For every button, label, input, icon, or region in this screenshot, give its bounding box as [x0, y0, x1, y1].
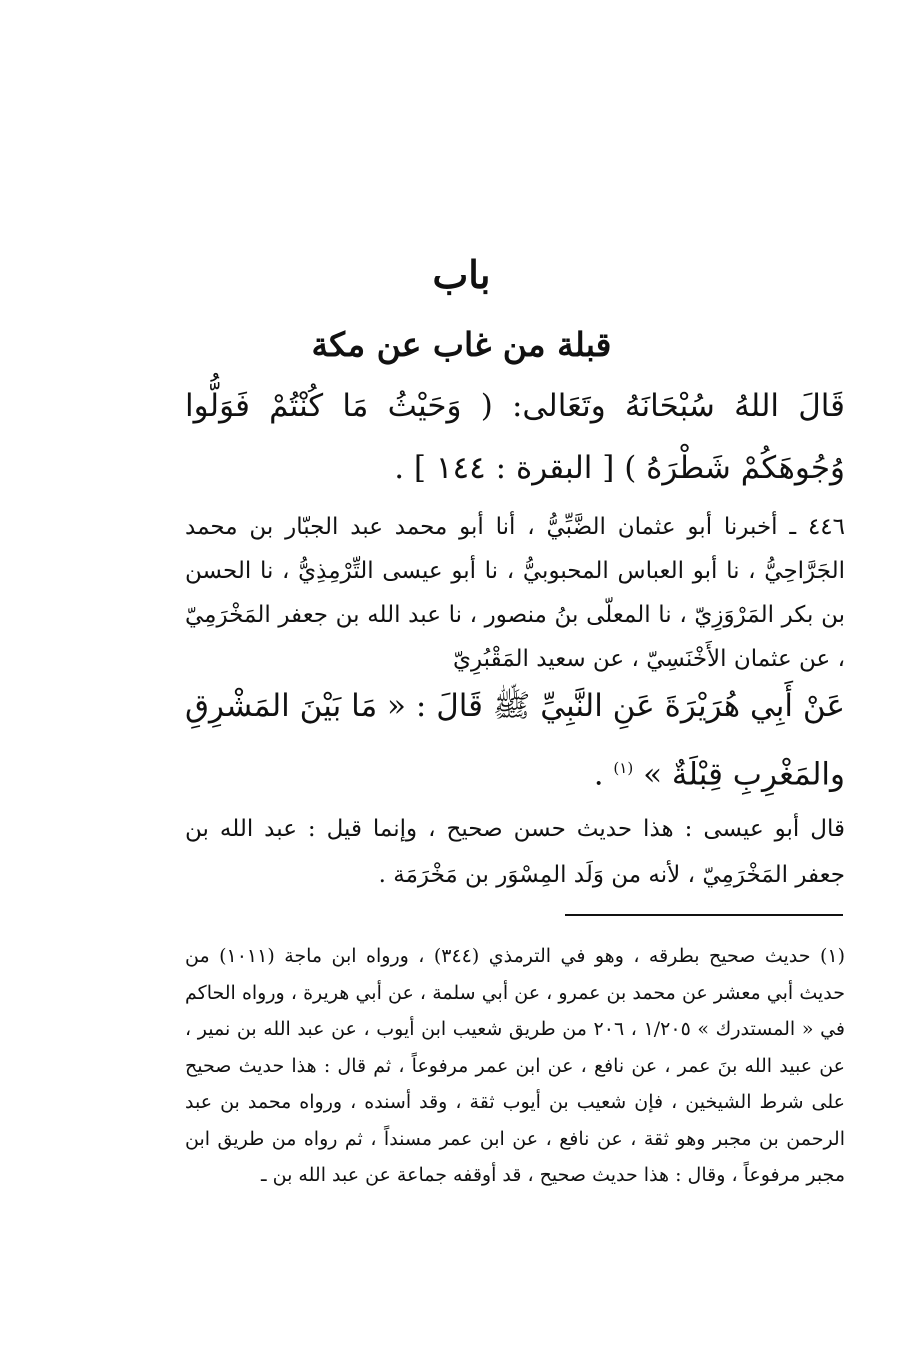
chapter-heading: باب: [432, 252, 491, 297]
hadith-chain-of-narration: ٤٤٦ ـ أخبرنا أبو عثمان الضَّبِّيُّ ، أنا أبو محمد عبد الجبّار بن محمد الجَرَّاحِيُّ ، نا أبو العباس المحبوبيُّ ، نا أبو عيسى التِّرْمِذِيُّ ، نا الحسن بن بكر المَرْوَزِيّ ، نا المعلّى بنُ منصور ، نا عبد الله بن جعفر المَخْرَمِيّ ، عن عثمان الأَخْنَسِيّ ، عن سعيد المَقْبُرِيّ: [185, 514, 845, 672]
quran-quote: قَالَ اللهُ سُبْحَانَهُ وتَعَالى: ( وَحَيْثُ مَا كُنْتُمْ فَوَلُّوا وُجُوهَكُمْ شَطْرَهُ ) [ البقرة : ١٤٤ ] .: [185, 388, 845, 486]
footnote: (١) حديث صحيح بطرقه ، وهو في الترمذي (٣٤٤) ، ورواه ابن ماجة (١٠١١) من حديث أبي معشر عن محمد بن عمرو ، عن أبي سلمة ، عن أبي هريرة ، ورواه الحاكم في « المستدرك » ١/٢٠٥ ، ٢٠٦ من طريق شعيب ابن أيوب ، عن عبد الله بن نمير ، عن عبيد الله بنَ عمر ، عن نافع ، عن ابن عمر مرفوعاً ، ثم قال : هذا حديث صحيح على شرط الشيخين ، فإن شعيب بن أيوب ثقة ، وقد أسنده ، ورواه محمد بن عبد الرحمن بن مجبر وهو ثقة ، عن نافع ، عن ابن عمر مسنداً ، ثم رواه من طريق ابن مجبر مرفوعاً ، وقال : هذا حديث صحيح ، قد أوقفه جماعة عن عبد الله بن ـ: [185, 945, 846, 1186]
hadith-end-mark: .: [593, 756, 604, 793]
hadith-text: عَنْ أَبِي هُرَيْرَةَ عَنِ النَّبِيِّ ﷺ قَالَ : « مَا بَيْنَ المَشْرِقِ والمَغْرِبِ قِبْلَةٌ »: [185, 688, 845, 793]
tirmidhi-commentary: قال أبو عيسى : هذا حديث حسن صحيح ، وإنما قيل : عبد الله بن جعفر المَخْرَمِيّ ، لأنه من وَلَد المِسْوَر بن مَخْرَمَة .: [185, 816, 845, 888]
footnote-separator: [565, 914, 843, 916]
chapter-title: قبلة من غاب عن مكة: [311, 325, 612, 364]
footnote-reference: (١): [613, 759, 634, 777]
hadith-text-block: [185, 675, 845, 805]
